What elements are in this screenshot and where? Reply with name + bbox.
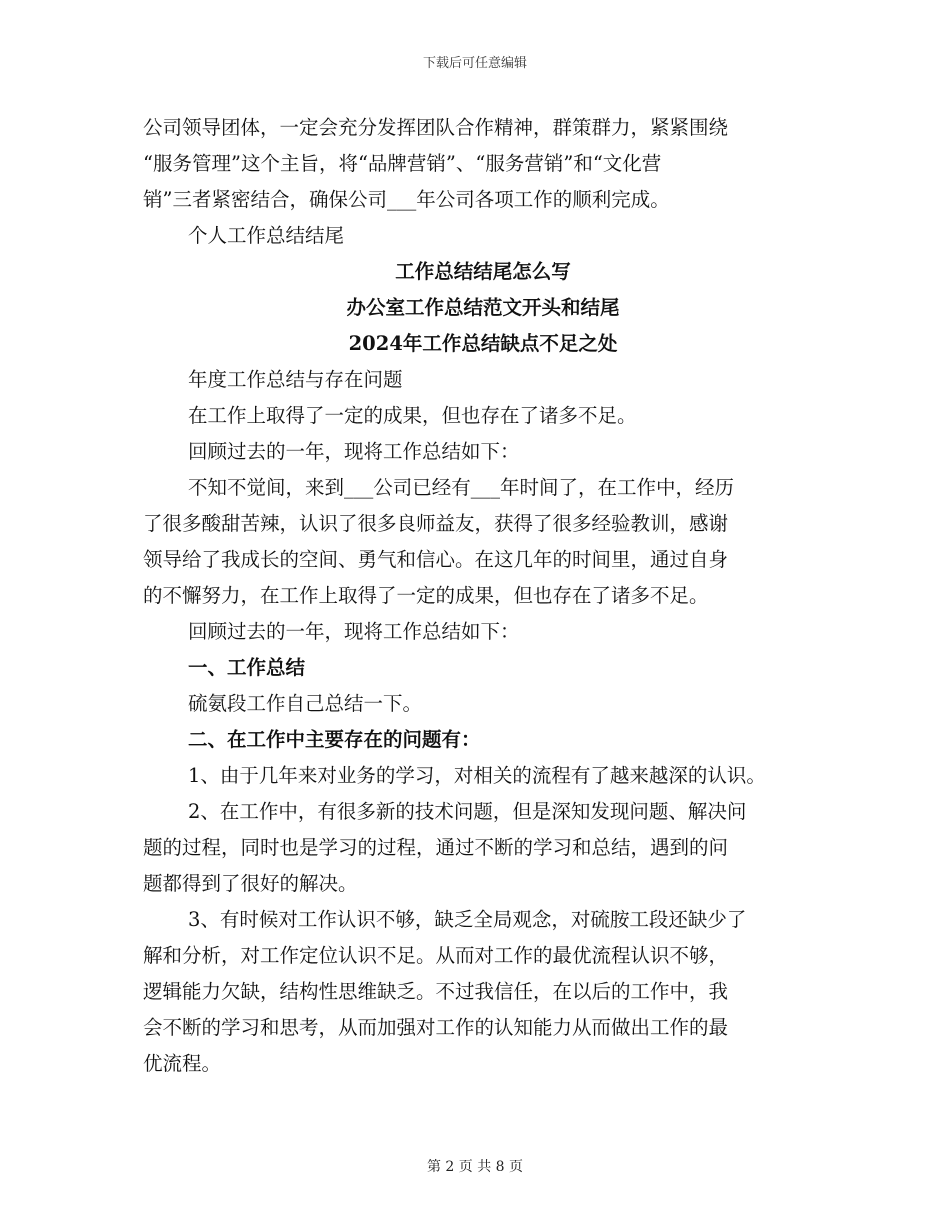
paragraph-line: 解和分析，对工作定位认识不足。从而对工作的最优流程认识不够， <box>143 944 729 967</box>
paragraph-line: 领导给了我成长的空间、勇气和信心。在这几年的时间里，通过自身 <box>143 548 729 571</box>
paragraph-line: 题的过程，同时也是学习的过程，通过不断的学习和总结，遇到的问 <box>143 836 729 859</box>
paragraph-line: 个人工作总结结尾 <box>188 224 345 247</box>
paragraph-line: 不知不觉间，来到___公司已经有___年时间了，在工作中，经历 <box>188 476 735 499</box>
section-heading: 一、工作总结 <box>188 656 306 679</box>
list-item: 1、由于几年来对业务的学习，对相关的流程有了越来越深的认识。 <box>188 764 766 787</box>
section-title: 2024年工作总结缺点不足之处 <box>348 332 618 355</box>
paragraph-line: 年度工作总结与存在问题 <box>188 368 403 391</box>
paragraph-line: 的不懈努力，在工作上取得了一定的成果，但也存在了诸多不足。 <box>143 584 709 607</box>
list-item: 3、有时候对工作认识不够，缺乏全局观念，对硫胺工段还缺少了 <box>188 908 747 931</box>
paragraph-line: 优流程。 <box>143 1052 222 1075</box>
paragraph-line: 公司领导团体，一定会充分发挥团队合作精神，群策群力，紧紧围绕 <box>143 116 729 139</box>
paragraph-line: 回顾过去的一年，现将工作总结如下： <box>188 440 520 463</box>
paragraph-line: 在工作上取得了一定的成果，但也存在了诸多不足。 <box>188 404 637 427</box>
page-header-note: 下载后可任意编辑 <box>422 56 527 71</box>
paragraph-line: 回顾过去的一年，现将工作总结如下： <box>188 620 520 643</box>
page-indicator: 第 2 页 共 8 页 <box>426 1159 524 1175</box>
paragraph-line: 会不断的学习和思考，从而加强对工作的认知能力从而做出工作的最 <box>143 1016 729 1039</box>
paragraph-line: 硫氨段工作自己总结一下。 <box>188 692 423 715</box>
section-title: 工作总结结尾怎么写 <box>395 260 571 283</box>
paragraph-line: 题都得到了很好的解决。 <box>143 872 358 895</box>
paragraph-line: 逻辑能力欠缺，结构性思维缺乏。不过我信任，在以后的工作中，我 <box>143 980 729 1003</box>
section-title: 办公室工作总结范文开头和结尾 <box>346 296 620 319</box>
section-heading: 二、在工作中主要存在的问题有： <box>188 728 481 751</box>
paragraph-line: 销”三者紧密结合，确保公司___年公司各项工作的顺利完成。 <box>143 188 670 211</box>
paragraph-line: 了很多酸甜苦辣，认识了很多良师益友，获得了很多经验教训，感谢 <box>143 512 729 535</box>
paragraph-line: “服务管理”这个主旨，将“品牌营销”、“服务营销”和“文化营 <box>143 152 662 175</box>
document-body <box>143 110 823 1082</box>
list-item: 2、在工作中，有很多新的技术问题，但是深知发现问题、解决问 <box>188 800 747 823</box>
